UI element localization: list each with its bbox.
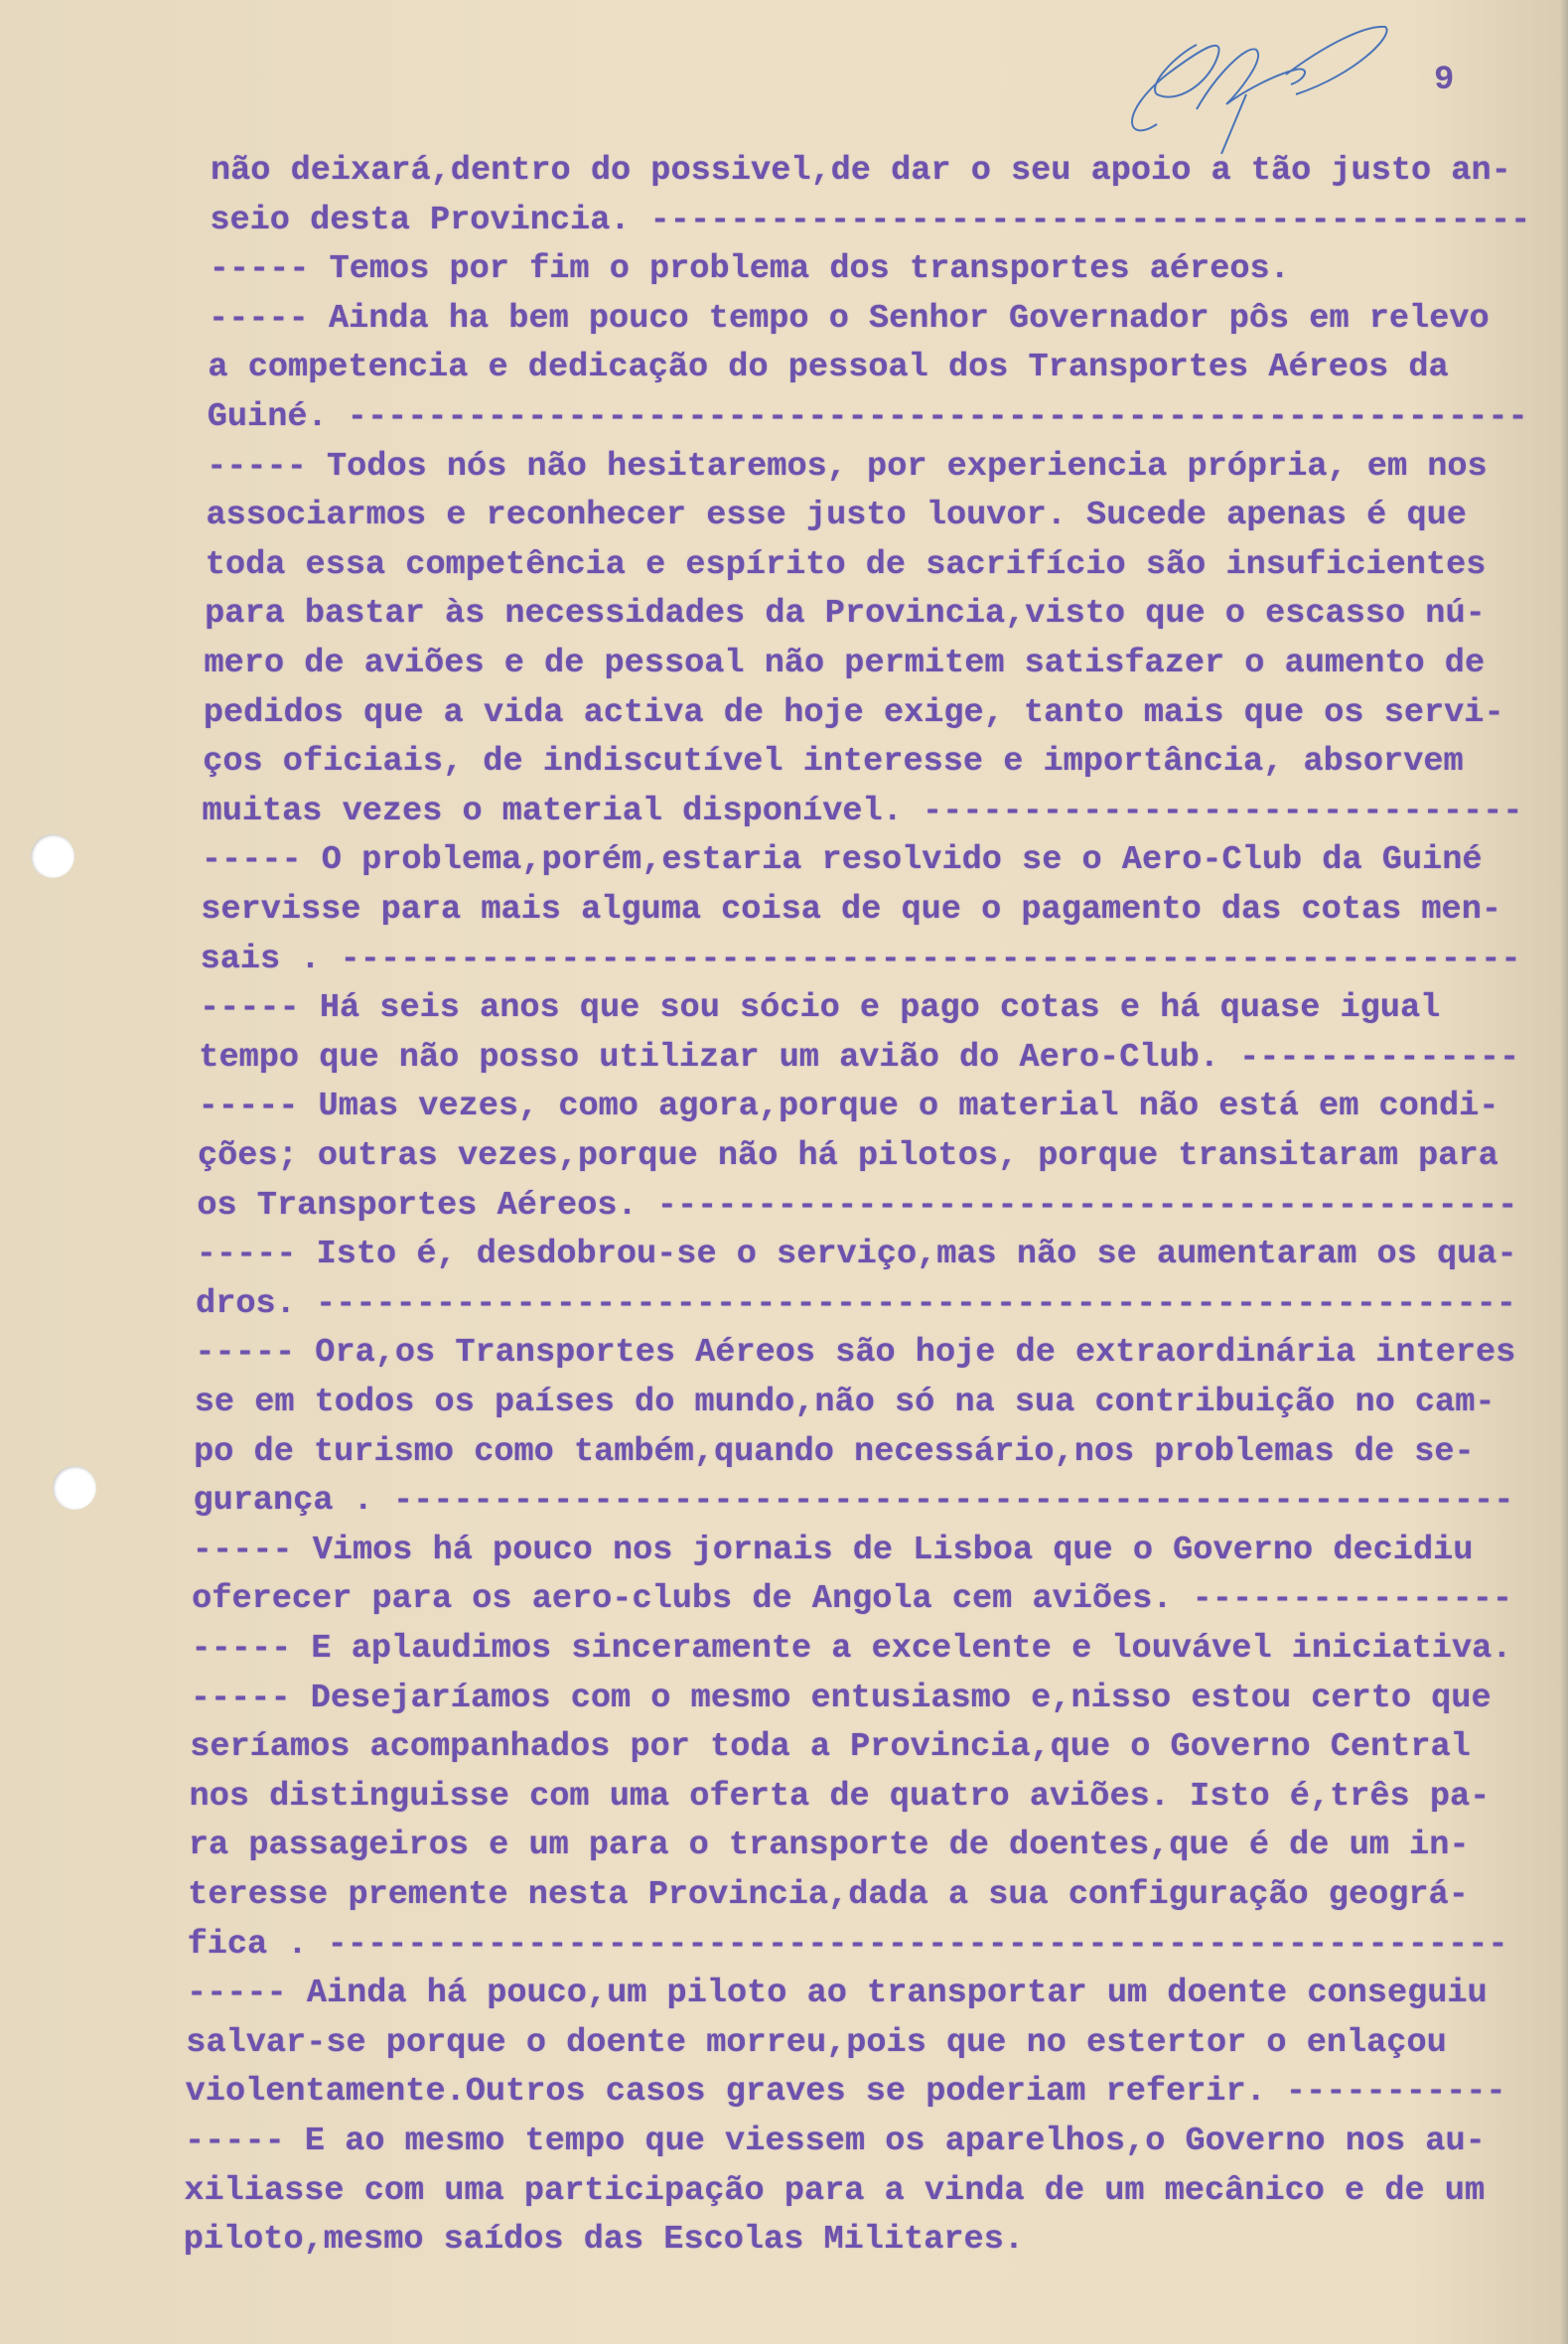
text-line: violentamente.Outros casos graves se poderiam referir. -----------	[185, 2073, 1506, 2112]
text-line: oferecer para os aero-clubs de Angola cem aviões. ----------------	[192, 1580, 1513, 1619]
text-line: ----- Todos nós não hesitaremos, por experiencia própria, em nos	[207, 447, 1488, 486]
text-line: fica . -----------------------------------------------------------	[187, 1925, 1508, 1964]
text-line: a competencia e dedicação do pessoal dos Transportes Aéreos da	[208, 349, 1449, 387]
text-line: pedidos que a vida activa de hoje exige, tanto mais que os servi-	[203, 693, 1504, 732]
text-line: xiliasse com uma participação para a vinda de um mecânico e de um	[184, 2171, 1486, 2210]
text-line: po de turismo como também,quando necessário,nos problemas de se-	[194, 1432, 1475, 1471]
text-line: ra passageiros e um para o transporte de doentes,que é de um in-	[188, 1827, 1470, 1865]
text-line: ----- O problema,porém,estaria resolvido se o Aero-Club da Guiné	[201, 841, 1483, 880]
text-line: ----- Temos por fim o problema dos transportes aéreos.	[209, 250, 1290, 289]
text-line: associarmos e reconhecer esse justo louvor. Sucede apenas é que	[206, 497, 1467, 535]
text-line: ----- Isto é, desdobrou-se o serviço,mas não se aumentaram os qua-	[196, 1236, 1517, 1274]
text-line: servisse para mais alguma coisa de que o pagamento das cotas men-	[201, 891, 1502, 929]
text-line: tempo que não posso utilizar um avião do Aero-Club. --------------	[199, 1038, 1520, 1077]
text-line: seio desta Provincia. --------------------------------------------	[210, 201, 1531, 239]
page-number: 9	[1434, 62, 1455, 99]
text-line: mero de aviões e de pessoal não permitem satisfazer o aumento de	[204, 645, 1486, 682]
text-line: ----- Ainda há pouco,um piloto ao transportar um doente conseguiu	[186, 1975, 1488, 2013]
text-line: seríamos acompanhados por toda a Provincia,que o Governo Central	[190, 1728, 1471, 1767]
text-line: ----- Ainda ha bem pouco tempo o Senhor Governador pôs em relevo	[209, 299, 1490, 338]
text-line: não deixará,dentro do possivel,de dar o seu apoio a tão justo an-	[211, 152, 1511, 190]
text-line: para bastar às necessidades da Provincia,visto que o escasso nú-	[205, 595, 1486, 634]
text-line: os Transportes Aéreos. -------------------------------------------	[197, 1186, 1518, 1225]
text-line: ----- Umas vezes, como agora,porque o material não está em condi-	[198, 1088, 1499, 1126]
text-line: ----- Ora,os Transportes Aéreos são hoje de extraordinária interes	[195, 1334, 1516, 1373]
text-line: ----- Desejaríamos com o mesmo entusiasmo e,nisso estou certo que	[190, 1679, 1492, 1717]
text-line: ----- E ao mesmo tempo que viessem os aparelhos,o Governo nos au-	[185, 2123, 1486, 2160]
text-line: gurança . --------------------------------------------------------	[193, 1482, 1514, 1521]
text-line: Guiné. -----------------------------------------------------------	[207, 398, 1528, 436]
text-line: sais . -----------------------------------------------------------	[200, 940, 1521, 978]
punch-hole-top	[31, 834, 74, 878]
text-line: ----- Há seis anos que sou sócio e pago cotas e há quase igual	[199, 989, 1441, 1028]
text-line: dros. ------------------------------------------------------------	[196, 1284, 1516, 1323]
text-line: salvar-se porque o doente morreu,pois que no estertor o enlaçou	[186, 2023, 1447, 2062]
text-line: ----- E aplaudimos sinceramente a excelente e louvável iniciativa.	[191, 1630, 1512, 1668]
text-line: ----- Vimos há pouco nos jornais de Lisboa que o Governo decidiu	[192, 1531, 1474, 1569]
text-line: nos distinguisse com uma oferta de quatro aviões. Isto é,três pa-	[189, 1777, 1491, 1816]
text-line: toda essa competência e espírito de sacrifício são insuficientes	[205, 545, 1487, 584]
text-line: piloto,mesmo saídos das Escolas Militares.	[183, 2221, 1024, 2260]
punch-hole-bottom	[53, 1466, 96, 1510]
handwritten-signature	[1097, 15, 1395, 154]
text-line: se em todos os países do mundo,não só na sua contribuição no cam-	[194, 1384, 1496, 1421]
text-line: teresse premente nesta Provincia,dada a sua configuração geográ-	[188, 1876, 1469, 1914]
text-line: ços oficiais, de indiscutível interesse e importância, absorvem	[203, 743, 1464, 782]
text-line: muitas vezes o material disponível. ------------------------------	[202, 792, 1523, 830]
text-line: ções; outras vezes,porque não há pilotos, porque transitaram para	[198, 1137, 1498, 1175]
